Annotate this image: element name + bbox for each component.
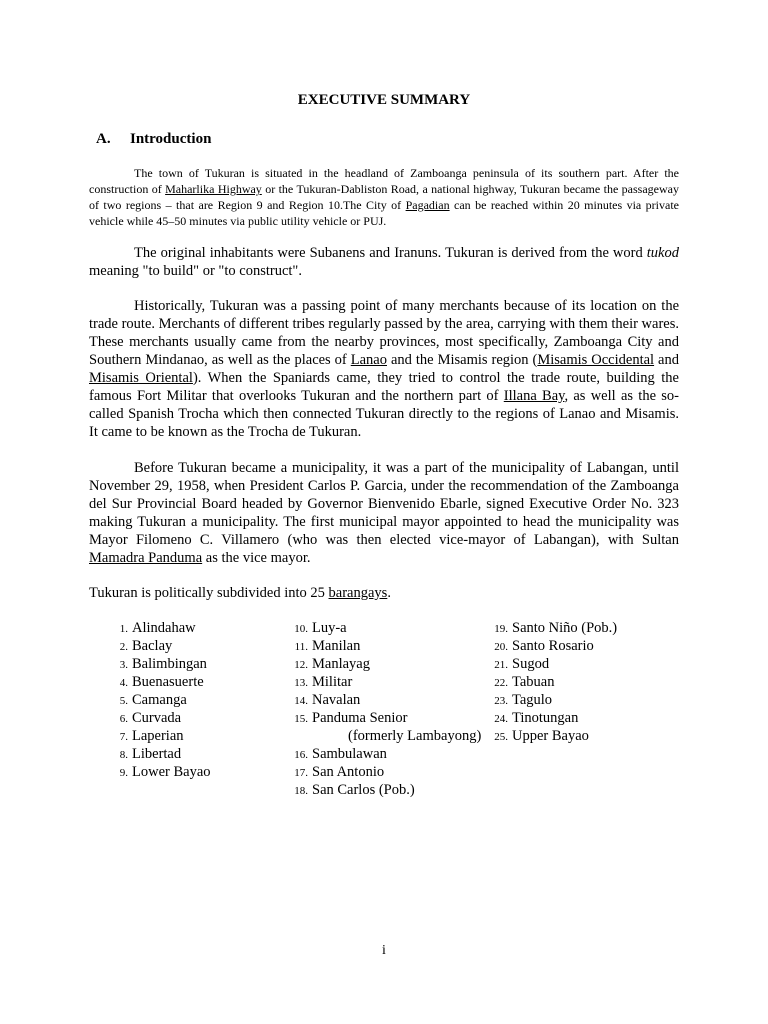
item-number: 4.	[119, 677, 128, 689]
list-item	[276, 710, 481, 728]
text-run: Historically, Tukuran was a passing point of many merchants because of its location on the trade route. Merchants of different tribes regularly passed by the area, carrying with them their wares. These merchants usually came from the nearby provinces, most specifically, Zamboanga City and Southern Mindanao, as well as the places of	[89, 298, 679, 368]
barangay-name: Sugod	[512, 656, 550, 672]
item-number: 19.	[494, 623, 508, 635]
barangay-name: Buenasuerte	[132, 674, 204, 690]
list-item	[276, 656, 481, 674]
item-number: 14.	[294, 695, 308, 707]
barangay-name: Baclay	[132, 638, 173, 654]
paragraph-location	[89, 165, 679, 229]
barangay-name: Balimbingan	[132, 656, 207, 672]
item-number: 11.	[294, 641, 308, 653]
item-number: 17.	[294, 767, 308, 779]
barangay-name: Sambulawan	[312, 746, 387, 762]
list-item	[476, 620, 617, 638]
barangay-name: Upper Bayao	[512, 728, 589, 744]
barangay-name: Navalan	[312, 692, 361, 708]
barangay-name: Santo Niño (Pob.)	[512, 620, 618, 636]
section-letter: A.	[96, 131, 111, 147]
barangay-intro	[89, 584, 391, 602]
text-run: and the Misamis region (	[386, 352, 538, 368]
list-item	[96, 692, 211, 710]
page-number: i	[382, 943, 386, 958]
list-item	[276, 764, 481, 782]
misamis-oriental-link[interactable]: Misamis Oriental	[89, 370, 193, 386]
text-run: Before Tukuran became a municipality, it was a part of the municipality of Labangan, until November 29, 1958, when President Carlos P. Garcia, under the recommendation of the Zamboanga del Sur Provincial Board headed by Governor Bienvenido Ebarle, signed Executive Order No. 323 making Tukuran a municipality. The first municipal mayor appointed to head the municipality was Mayor Filomeno C. Villamero (who was then elected vice-mayor of Labangan), with Sultan	[89, 460, 679, 548]
barangay-name: Laperian	[132, 728, 184, 744]
barangay-name: Alindahaw	[132, 620, 196, 636]
barangay-name: Tagulo	[512, 692, 553, 708]
item-number: 25.	[494, 731, 508, 743]
barangay-name: Militar	[312, 674, 353, 690]
item-number: 7.	[119, 731, 128, 743]
barangay-column-3	[476, 620, 617, 746]
barangay-name: Manlayag	[312, 656, 370, 672]
item-number: 9.	[119, 767, 128, 779]
barangay-name: San Antonio	[312, 764, 385, 780]
mamadra-panduma-link[interactable]: Mamadra Panduma	[89, 550, 203, 566]
barangay-name: (formerly Lambayong)	[348, 728, 482, 744]
item-number: 24.	[494, 713, 508, 725]
list-item	[96, 746, 211, 764]
item-number: 10.	[294, 623, 308, 635]
item-number: 2.	[119, 641, 128, 653]
item-number: 15.	[294, 713, 308, 725]
item-number: 6.	[119, 713, 128, 725]
list-item	[276, 620, 481, 638]
illana-bay-link[interactable]: Illana Bay	[503, 388, 565, 404]
barangay-name: Panduma Senior	[312, 710, 408, 726]
item-number: 23.	[494, 695, 508, 707]
text-run: .	[387, 585, 391, 601]
item-number: 20.	[494, 641, 508, 653]
text-run: , as well as the so-called Spanish Trocha which then connected Tukuran directly to the regions of Lanao and Misamis. It came to be known as the Trocha de Tukuran.	[89, 388, 679, 440]
list-item	[276, 692, 481, 710]
list-item	[96, 638, 211, 656]
item-number: 13.	[294, 677, 308, 689]
paragraph-inhabitants	[89, 244, 679, 280]
item-number: 22.	[494, 677, 508, 689]
item-number: 8.	[119, 749, 128, 761]
barangay-name: San Carlos (Pob.)	[312, 782, 415, 798]
paragraph-history	[89, 297, 679, 441]
lanao-link[interactable]: Lanao	[350, 352, 387, 368]
list-item	[96, 728, 211, 746]
barangay-name: Lower Bayao	[132, 764, 211, 780]
list-item	[96, 620, 211, 638]
section-title: Introduction	[130, 131, 212, 147]
barangay-name: Libertad	[132, 746, 182, 762]
item-number: 3.	[119, 659, 128, 671]
section-heading	[96, 131, 211, 148]
list-item	[96, 710, 211, 728]
pagadian-link[interactable]: Pagadian	[405, 198, 450, 212]
misamis-occidental-link[interactable]: Misamis Occidental	[537, 352, 655, 368]
text-run: meaning "to build" or "to construct".	[89, 263, 302, 279]
list-item	[276, 728, 481, 746]
list-item	[476, 728, 617, 746]
barangay-column-1	[96, 620, 211, 782]
barangay-name: Tabuan	[512, 674, 555, 690]
list-item	[96, 674, 211, 692]
list-item	[476, 638, 617, 656]
item-number: 12.	[294, 659, 308, 671]
barangay-name: Santo Rosario	[512, 638, 594, 654]
barangays-link[interactable]: barangays	[328, 585, 388, 601]
item-number: 18.	[294, 785, 308, 797]
paragraph-municipality	[89, 459, 679, 567]
page-title: EXECUTIVE SUMMARY	[297, 92, 471, 108]
list-item	[476, 710, 617, 728]
list-item	[276, 782, 481, 800]
item-number: 1.	[119, 623, 128, 635]
text-run: The original inhabitants were Subanens and Iranuns. Tukuran is derived from the word	[134, 245, 647, 261]
italic-term: tukod	[646, 245, 679, 261]
list-item	[276, 746, 481, 764]
maharlika-highway-link[interactable]: Maharlika Highway	[165, 182, 262, 196]
list-item	[96, 656, 211, 674]
text-run: can be reached within 20 minutes via private vehicle while 45–50 minutes via public utility vehicle or PUJ.	[89, 198, 679, 228]
text-run: as the vice mayor.	[202, 550, 311, 566]
item-number: 16.	[294, 749, 308, 761]
barangay-name: Luy-a	[312, 620, 347, 636]
item-number: 5.	[119, 695, 128, 707]
barangay-column-2	[276, 620, 481, 800]
barangay-name: Camanga	[132, 692, 187, 708]
list-item	[276, 674, 481, 692]
barangay-name: Manilan	[312, 638, 361, 654]
list-item	[476, 692, 617, 710]
text-run: ). When the Spaniards came, they tried to control the trade route, building the famous Fort Militar that overlooks Tukuran and the northern part of	[89, 370, 679, 404]
list-item	[276, 638, 481, 656]
item-number: 21.	[494, 659, 508, 671]
text-run: or the Tukuran-Dabliston Road, a national highway, Tukuran became the passageway of two regions – that are Region 9 and Region 10.The City of	[89, 182, 679, 212]
text-run: and	[654, 352, 679, 368]
barangay-name: Curvada	[132, 710, 182, 726]
list-item	[476, 674, 617, 692]
barangay-name: Tinotungan	[512, 710, 579, 726]
text-run: The town of Tukuran is situated in the headland of Zamboanga peninsula of its southern part. After the construction of	[89, 166, 679, 196]
text-run: Tukuran is politically subdivided into 25	[89, 585, 329, 601]
list-item	[96, 764, 211, 782]
list-item	[476, 656, 617, 674]
